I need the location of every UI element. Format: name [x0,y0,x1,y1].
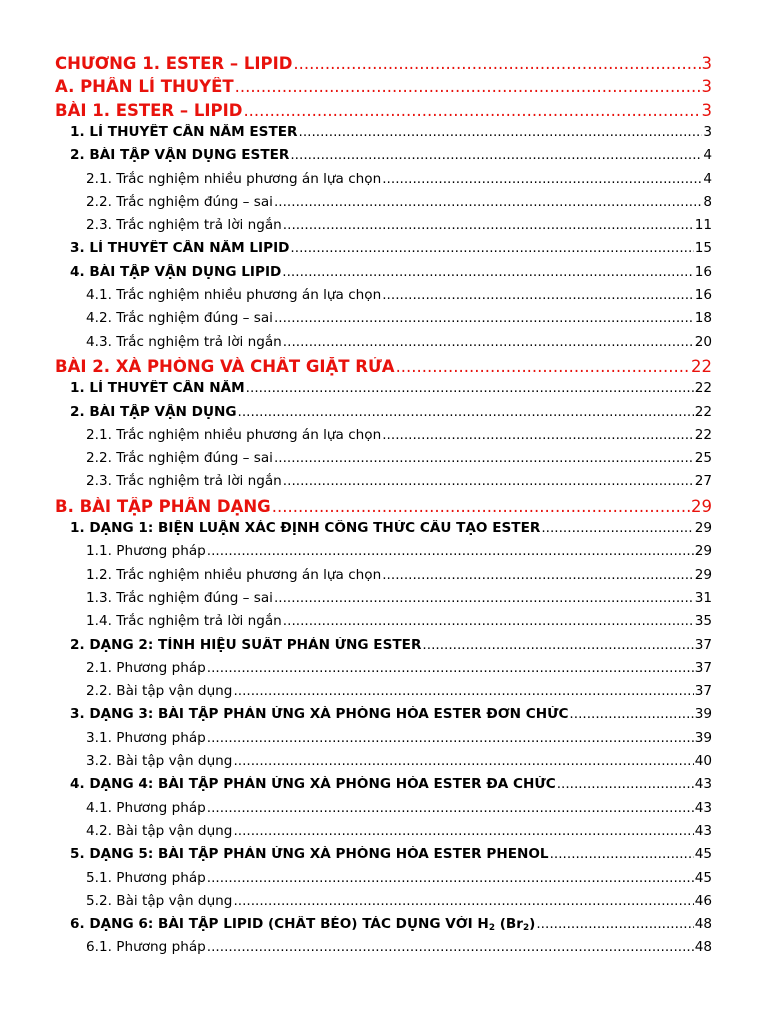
toc-entry-title: 1.4. Trắc nghiệm trả lời ngắn [86,613,282,630]
page-number: 35 [694,613,712,630]
toc-entry-title: BÀI 2. XÀ PHÒNG VÀ CHẤT GIẶT RỬA [55,356,395,376]
toc-entry-title: 2. DẠNG 2: TÍNH HIỆU SUẤT PHẢN ỨNG ESTER [70,636,422,653]
page-number: 37 [694,659,712,676]
page-number: 22 [691,356,712,376]
dot-leader [541,520,693,536]
page-number: 45 [694,846,712,863]
toc-entry[interactable] [70,240,712,256]
toc-entry-title: 4.1. Trắc nghiệm nhiều phương án lựa chọn [86,287,382,303]
toc-entry-title: 4.1. Phương pháp [86,799,206,816]
dot-leader [207,730,694,746]
toc-entry-title: 2. BÀI TẬP VẬN DỤNG ESTER [70,147,290,164]
toc-entry[interactable] [86,823,712,839]
toc-entry-title: 6.1. Phương pháp [86,939,206,956]
toc-entry[interactable] [86,287,712,303]
toc-entry[interactable] [86,427,712,443]
toc-entry[interactable] [86,800,712,816]
page-number: 46 [694,892,712,909]
toc-entry[interactable] [70,776,712,792]
page-number: 4 [703,147,712,164]
dot-leader [283,613,694,629]
page-number: 3 [701,77,712,97]
toc-entry[interactable] [86,730,712,746]
toc-entry[interactable] [55,497,712,516]
toc-entry[interactable] [86,753,712,769]
subscript: 2 [522,923,530,934]
page-number: 4 [703,170,712,187]
dot-leader [282,264,693,280]
toc-entry-title: 1. LÍ THUYẾT CẦN NẮM [70,380,245,397]
dot-leader [233,683,693,699]
toc-entry-title: 5.1. Phương pháp [86,869,206,886]
toc-entry[interactable] [86,939,712,955]
page-number: 29 [694,543,712,560]
toc-entry[interactable] [70,147,712,163]
toc-entry[interactable] [70,706,712,722]
page-number: 3 [701,100,712,120]
page-number: 43 [694,799,712,816]
page-number: 3 [703,123,712,140]
toc-entry[interactable] [70,124,712,140]
dot-leader [207,543,694,559]
page-number: 29 [694,520,712,536]
toc-entry-title-part: ) [529,916,536,933]
toc-entry[interactable] [55,77,712,96]
toc-entry-title: 2.3. Trắc nghiệm trả lời ngắn [86,473,282,490]
toc-entry-title: 3. LÍ THUYẾT CẦN NẮM LIPID [70,240,290,257]
toc-entry-title: 3.2. Bài tập vận dụng [86,753,233,769]
toc-entry-title: 1. DẠNG 1: BIỆN LUẬN XÁC ĐỊNH CÔNG THỨC CẤU TẠO ESTER [70,520,541,536]
page-number: 15 [694,240,712,257]
toc-entry-title: 6. DẠNG 6: BÀI TẬP LIPID (CHẤT BÉO) TÁC DỤNG VỚI H [70,916,489,933]
toc-entry-title: 2.2. Bài tập vận dụng [86,683,233,700]
toc-entry[interactable] [70,520,712,536]
page-number: 37 [694,683,712,700]
toc-entry[interactable] [55,357,712,376]
dot-leader [274,450,694,466]
toc-entry[interactable] [86,543,712,559]
dot-leader [382,567,693,583]
dot-leader [299,124,703,140]
page-number: 22 [694,426,712,443]
page-number: 43 [694,822,712,839]
toc-entry[interactable] [55,101,712,120]
toc-entry[interactable] [70,637,712,653]
toc-entry[interactable] [86,334,712,350]
toc-entry-title: 2.2. Trắc nghiệm đúng – sai [86,193,273,210]
dot-leader [569,706,693,722]
page-number: 27 [694,473,712,490]
toc-entry[interactable] [86,473,712,489]
toc-entry[interactable] [86,870,712,886]
toc-entry-title-part: (Br [494,916,523,933]
page-number: 16 [694,263,712,280]
dot-leader [283,334,694,350]
page-number: 43 [694,776,712,793]
toc-entry[interactable] [70,380,712,396]
dot-leader [233,893,693,909]
toc-entry-title: 4. DẠNG 4: BÀI TẬP PHẢN ỨNG XÀ PHÒNG HÓA ESTER ĐA CHỨC [70,776,556,793]
toc-entry[interactable] [70,916,712,933]
dot-leader [235,77,701,96]
toc-entry-title: 4.3. Trắc nghiệm trả lời ngắn [86,333,282,350]
page-number: 29 [694,566,712,583]
toc-entry-title: 2.1. Trắc nghiệm nhiều phương án lựa chọn [86,426,382,443]
toc-entry-title: 5. DẠNG 5: BÀI TẬP PHẢN ỨNG XÀ PHÒNG HÓA ESTER PHENOL [70,846,549,863]
dot-leader [283,217,694,233]
page-number: 22 [694,403,712,420]
dot-leader [290,147,702,163]
dot-leader [274,590,694,606]
dot-leader [207,939,694,955]
toc-entry-title: 2.2. Trắc nghiệm đúng – sai [86,450,273,467]
toc-entry-title: B. BÀI TẬP PHÂN DẠNG [55,496,271,516]
page-number: 22 [694,380,712,397]
toc-entry[interactable] [86,310,712,326]
page-number: 45 [694,869,712,886]
toc-entry-title: 1.1. Phương pháp [86,543,206,560]
page-number: 48 [694,939,712,956]
dot-leader [246,380,694,396]
toc-entry[interactable] [86,893,712,909]
dot-leader [290,240,693,256]
dot-leader [536,916,693,932]
page-number: 25 [694,450,712,467]
toc-entry[interactable] [86,567,712,583]
toc-entry[interactable] [86,171,712,187]
toc-entry-title: 5.2. Bài tập vận dụng [86,892,233,909]
toc-entry-title: 2. BÀI TẬP VẬN DỤNG [70,403,237,420]
dot-leader [396,357,690,376]
dot-leader [233,823,693,839]
toc-entry-title: CHƯƠNG 1. ESTER – LIPID [55,54,293,73]
dot-leader [207,660,694,676]
dot-leader [382,287,693,303]
dot-leader [557,776,694,792]
page-number: 16 [694,287,712,303]
toc-entry[interactable] [86,613,712,629]
toc-entry-title: 1.3. Trắc nghiệm đúng – sai [86,589,273,606]
dot-leader [238,404,694,420]
dot-leader [272,497,690,516]
toc-entry-title: A. PHẦN LÍ THUYẾT [55,77,234,97]
subscript: 2 [488,923,495,934]
toc-entry-title: 4.2. Trắc nghiệm đúng – sai [86,310,273,327]
page-number: 48 [694,916,712,933]
toc-entry[interactable] [86,590,712,606]
toc-entry[interactable] [70,846,712,862]
toc-entry-title-group [70,916,535,933]
toc-entry-title: 2.3. Trắc nghiệm trả lời ngắn [86,217,282,234]
page-number: 39 [694,706,712,723]
dot-leader [207,800,694,816]
toc-entry[interactable] [70,264,712,280]
page-number: 11 [694,217,712,234]
toc-entry[interactable] [86,194,712,210]
toc-entry[interactable] [55,54,712,73]
page-number: 40 [694,753,712,769]
toc-entry[interactable] [70,404,712,420]
dot-leader [243,101,700,120]
page-number: 37 [694,636,712,653]
page-number: 39 [694,729,712,746]
toc-entry[interactable] [86,683,712,699]
page-number: 3 [701,54,712,73]
toc-entry[interactable] [86,217,712,233]
toc-entry-title: 2.1. Trắc nghiệm nhiều phương án lựa chọn [86,170,382,187]
toc-entry-title: 4. BÀI TẬP VẬN DỤNG LIPID [70,263,282,280]
toc-entry-title: BÀI 1. ESTER – LIPID [55,100,243,120]
toc-entry-title: 2.1. Phương pháp [86,659,206,676]
toc-entry[interactable] [86,660,712,676]
dot-leader [382,427,693,443]
dot-leader [274,194,702,210]
dot-leader [422,637,693,653]
dot-leader [550,846,694,862]
dot-leader [207,870,694,886]
page-number: 8 [703,193,712,210]
page-number: 18 [694,310,712,327]
toc-entry-title: 3.1. Phương pháp [86,729,206,746]
dot-leader [283,473,694,489]
page-number: 20 [694,333,712,350]
toc-entry-title: 1.2. Trắc nghiệm nhiều phương án lựa chọn [86,566,382,583]
dot-leader [293,54,700,73]
page-number: 31 [694,589,712,606]
dot-leader [233,753,693,769]
toc-entry-title: 1. LÍ THUYẾT CẦN NẮM ESTER [70,123,298,140]
dot-leader [382,171,702,187]
dot-leader [274,310,694,326]
toc-entry-title: 3. DẠNG 3: BÀI TẬP PHẢN ỨNG XÀ PHÒNG HÓA ESTER ĐƠN CHỨC [70,706,569,723]
toc-entry[interactable] [86,450,712,466]
toc-entry-title: 4.2. Bài tập vận dụng [86,822,233,839]
page-number: 29 [691,496,712,516]
